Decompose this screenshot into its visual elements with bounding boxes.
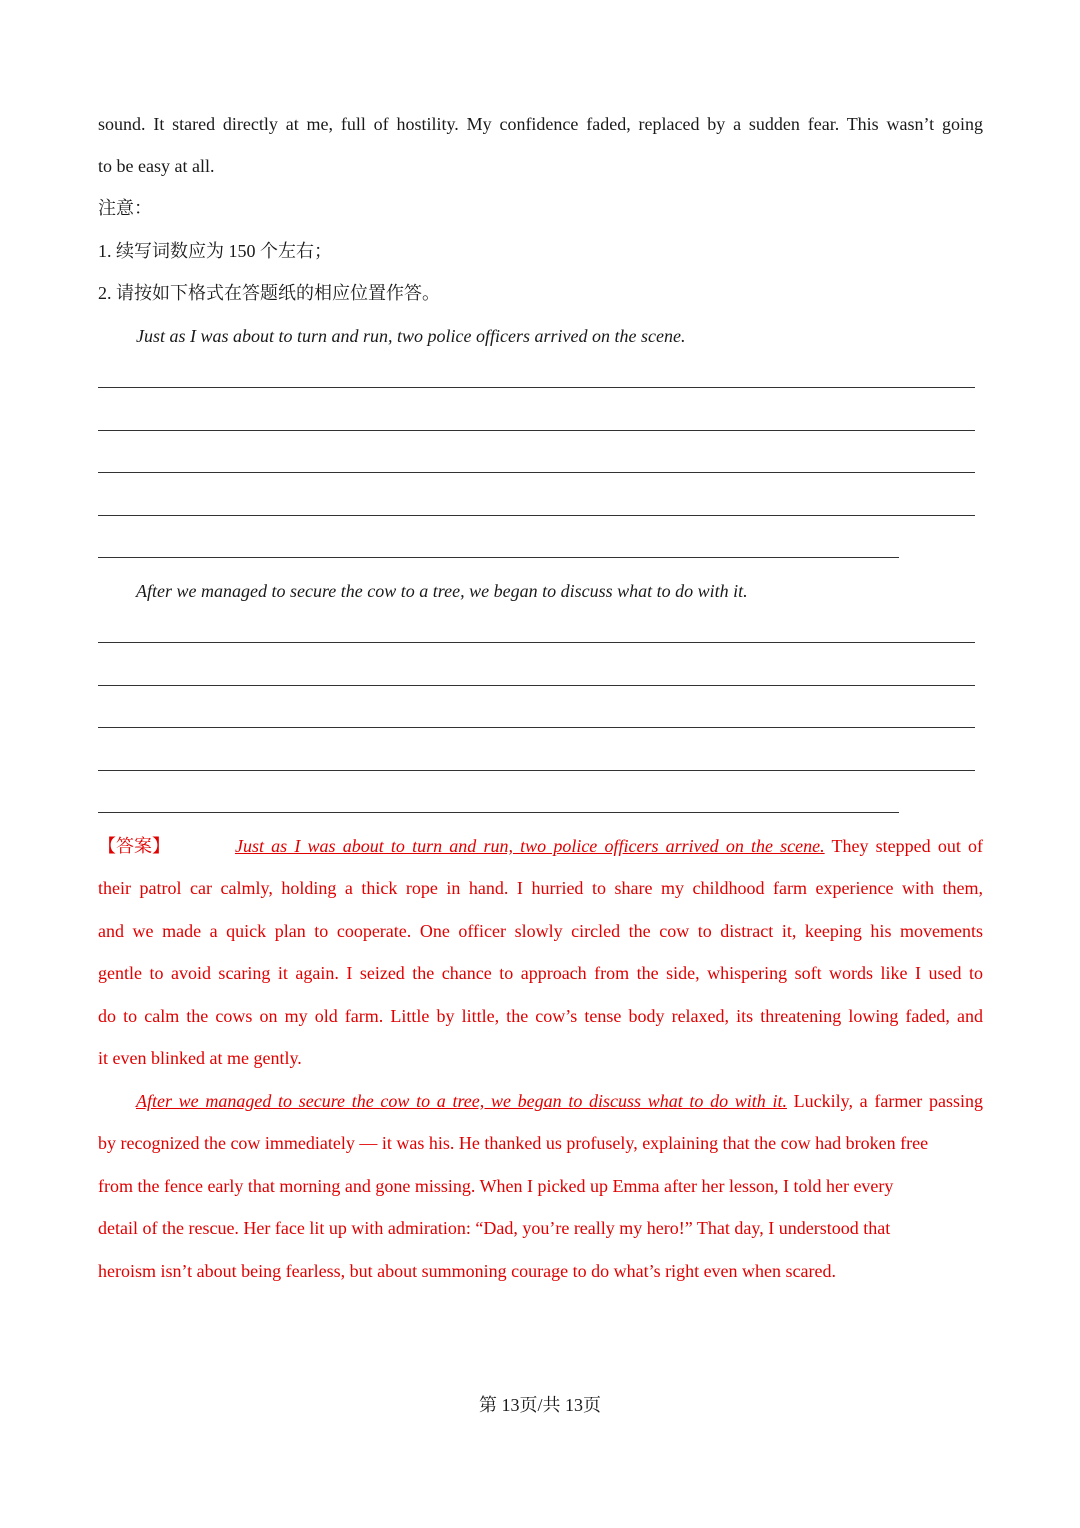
story-text-line-2: to be easy at all.	[98, 156, 215, 176]
answer-rule	[98, 642, 975, 643]
answer-rule	[98, 430, 975, 431]
answer-rule	[98, 515, 975, 516]
notes-item-1: 1. 续写词数应为 150 个左右；	[98, 241, 332, 261]
paragraph-2-prompt: After we managed to secure the cow to a tree, we began to discuss what to do with it.	[136, 581, 748, 601]
answer-rule	[98, 770, 975, 771]
answer-rule	[98, 472, 975, 473]
answer-p2-line-3: from the fence early that morning and gone missing. When I picked up Emma after her lesson, I told her every	[98, 1176, 894, 1196]
answer-p1-line-2: their patrol car calmly, holding a thick rope in hand. I hurried to share my childhood farm experience with them,	[98, 878, 983, 898]
answer-p1-line-1	[235, 834, 983, 858]
answer-rule	[98, 727, 975, 728]
answer-p2-line-2: by recognized the cow immediately — it was his. He thanked us profusely, explaining that the cow had broken free	[98, 1133, 929, 1153]
answer-p2-line-1-rest: Luckily, a farmer passing	[786, 1091, 983, 1111]
answer-p1-line-6: it even blinked at me gently.	[98, 1048, 302, 1068]
answer-tag: 【答案】	[98, 836, 170, 856]
paragraph-1-prompt: Just as I was about to turn and run, two police officers arrived on the scene.	[136, 326, 686, 346]
story-text-line-1: sound. It stared directly at me, full of hostility. My confidence faded, replaced by a sudden fear. This wasn’t going	[98, 114, 983, 134]
notes-item-2: 2. 请按如下格式在答题纸的相应位置作答。	[98, 283, 440, 303]
answer-rule	[98, 387, 975, 388]
answer-p1-opening: Just as I was about to turn and run, two police officers arrived on the scene.	[235, 836, 825, 856]
answer-p1-line-3: and we made a quick plan to cooperate. One officer slowly circled the cow to distract it, keeping his movements	[98, 921, 983, 941]
page-number-footer: 第 13页/共 13页	[478, 1395, 601, 1415]
answer-rule	[98, 685, 975, 686]
answer-p2-line-4: detail of the rescue. Her face lit up with admiration: “Dad, you’re really my hero!” That day, I understood that	[98, 1218, 891, 1238]
answer-rule	[98, 812, 899, 813]
answer-p2-opening: After we managed to secure the cow to a tree, we began to discuss what to do with it.	[136, 1091, 787, 1111]
notes-heading: 注意：	[98, 198, 152, 218]
answer-p1-line-5: do to calm the cows on my old farm. Little by little, the cow’s tense body relaxed, its threatening lowing faded, and	[98, 1006, 983, 1026]
answer-p1-line-1-rest: They stepped out of	[824, 836, 983, 856]
answer-p2-line-1	[136, 1089, 983, 1113]
answer-rule	[98, 557, 899, 558]
answer-p1-line-4: gentle to avoid scaring it again. I seized the chance to approach from the side, whispering soft words like I used to	[98, 963, 983, 983]
answer-p2-line-5: heroism isn’t about being fearless, but about summoning courage to do what’s right even when scared.	[98, 1261, 836, 1281]
